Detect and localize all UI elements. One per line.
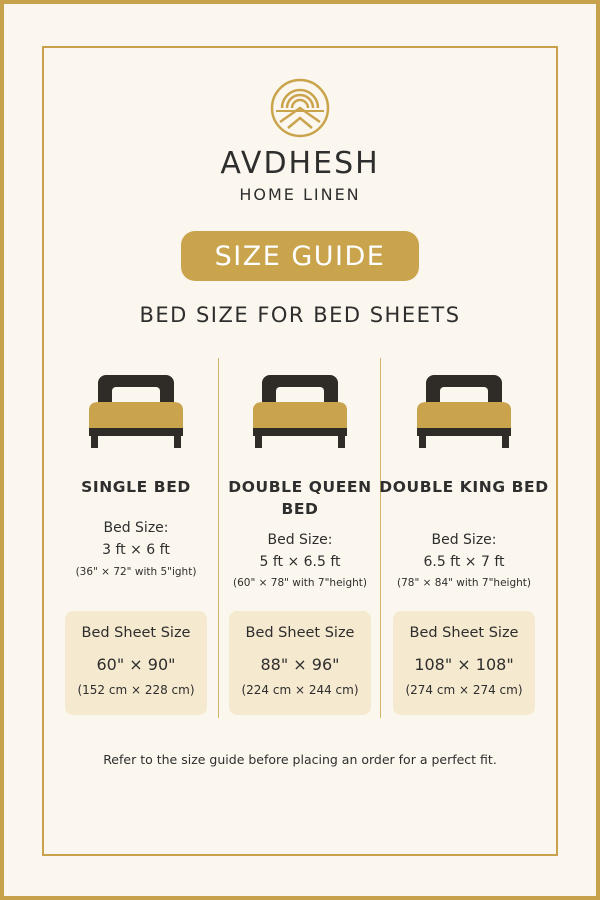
bed-column-double-king	[379, 370, 549, 720]
mountain-sun-logo-icon	[270, 78, 330, 138]
bed-size-value: 6.5 ft × 7 ft	[423, 554, 505, 570]
sheet-size-cm: (224 cm × 244 cm)	[241, 683, 359, 697]
bed-title: DOUBLE KING BED	[379, 478, 549, 496]
brand-name: AVDHESH	[220, 146, 380, 181]
sheet-size-label: Bed Sheet Size	[409, 625, 519, 641]
sheet-size-value: 60" × 90"	[96, 655, 176, 674]
bed-column-double-queen	[215, 370, 385, 720]
size-guide-badge	[181, 231, 419, 281]
size-guide-label: SIZE GUIDE	[214, 240, 386, 272]
bed-size-value: 5 ft × 6.5 ft	[259, 554, 341, 570]
sheet-size-label: Bed Sheet Size	[245, 625, 355, 641]
bed-icon	[81, 370, 191, 454]
bed-size-value: 3 ft × 6 ft	[102, 542, 170, 558]
bed-title: DOUBLE QUEEN BED	[228, 478, 372, 518]
sheet-size-cm: (152 cm × 228 cm)	[77, 683, 195, 697]
bed-title: SINGLE BED	[81, 478, 191, 496]
sheet-size-value: 108" × 108"	[414, 655, 514, 674]
bed-size-label: Bed Size:	[267, 532, 333, 548]
sheet-size-card	[229, 611, 371, 715]
bed-size-label: Bed Size:	[103, 520, 169, 536]
bed-icon	[245, 370, 355, 454]
bed-icon	[409, 370, 519, 454]
sheet-size-label: Bed Sheet Size	[81, 625, 191, 641]
page-subtitle: BED SIZE FOR BED SHEETS	[139, 303, 461, 327]
bed-size-label: Bed Size:	[431, 532, 497, 548]
sheet-size-card	[65, 611, 207, 715]
sheet-size-card	[393, 611, 535, 715]
brand-subtitle: HOME LINEN	[239, 185, 361, 204]
bed-size-note: (78" × 84" with 7"height)	[397, 577, 531, 589]
sheet-size-value: 88" × 96"	[260, 655, 340, 674]
footer-note: Refer to the size guide before placing an order for a perfect fit.	[103, 752, 497, 767]
bed-size-note: (60" × 78" with 7"height)	[233, 577, 367, 589]
bed-size-note: (36" × 72" with 5"ight)	[75, 566, 197, 578]
sheet-size-cm: (274 cm × 274 cm)	[405, 683, 523, 697]
bed-column-single	[51, 370, 221, 720]
